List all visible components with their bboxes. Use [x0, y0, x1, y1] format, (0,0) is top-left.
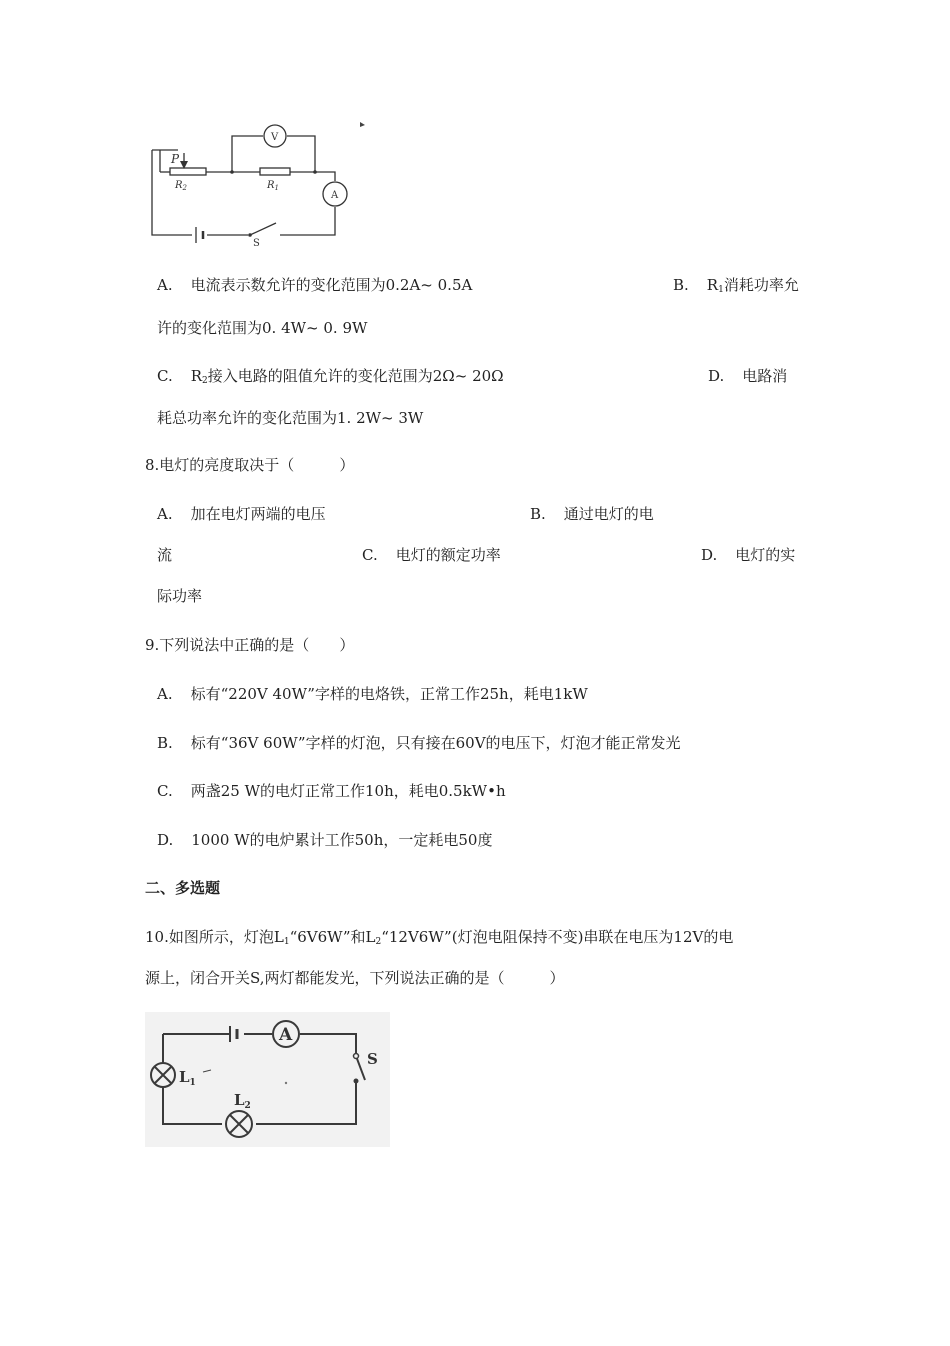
q7-option-d-continued: 耗总功率允许的变化范围为1. 2W~ 3W — [157, 409, 424, 427]
q9-option-b: B. 标有“36V 60W”字样的灯泡，只有接在60V的电压下，灯泡才能正常发光 — [157, 734, 681, 752]
switch-label: S — [367, 1050, 378, 1068]
q8-option-d: D. 电灯的实 — [701, 546, 796, 564]
option-text: 消耗功率允 — [723, 276, 799, 294]
q7-option-c: C. $R_2$接入电路的阻值允许的变化范围为2Ω~ 20Ω — [157, 367, 504, 386]
q8-option-b-continued: 流 — [157, 546, 173, 564]
q10-stem: 10.如图所示，灯泡$L_1“6V6W$”和$L_2“12V6W$”(灯泡电阻保持不变)串联在电压为12V的电 — [145, 928, 734, 947]
q8-stem: 8.电灯的亮度取决于（ ） — [145, 456, 355, 474]
q10-stem-line2: 源上，闭合开关S,两灯都能发光，下列说法正确的是（ ） — [145, 969, 565, 987]
section-title: 二、多选题 — [145, 879, 221, 897]
circuit-diagram-1 — [140, 115, 380, 255]
ammeter-label: A — [279, 1025, 293, 1045]
q9-option-a: A. 标有“220V 40W”字样的电烙铁，正常工作25h，耗电1kW — [157, 685, 588, 703]
stray-mark-icon — [359, 121, 367, 129]
option-text: 电流表示数允许的变化范围为0.2A~ 0.5A — [190, 276, 473, 294]
q7-option-b: B. $R_1$消耗功率允 — [673, 276, 799, 295]
q9-stem: 9.下列说法中正确的是（ ） — [145, 636, 355, 654]
q9-option-c: C. 两盏25 W的电灯正常工作10h，耗电0.5kW•h — [157, 782, 506, 800]
option-text: 电路消 — [742, 367, 788, 385]
q8-option-b: B. 通过电灯的电 — [530, 505, 654, 523]
circuit-diagram-2 — [145, 1012, 390, 1147]
switch-label: S — [253, 238, 260, 249]
label-r2: $R_2$ — [175, 180, 187, 192]
option-letter: B. — [673, 276, 689, 294]
label-p: P — [171, 152, 180, 166]
option-text: 接入电路的阻值允许的变化范围为2Ω~ 20Ω — [207, 367, 504, 385]
q8-option-a: A. 加在电灯两端的电压 — [157, 505, 326, 523]
q7-option-a — [157, 274, 472, 295]
option-letter: A. — [157, 276, 173, 294]
lamp-l1-label: $L_1$ — [179, 1068, 196, 1088]
ammeter-label: A — [331, 190, 339, 201]
q9-option-d: D. 1000 W的电炉累计工作50h，一定耗电50度 — [157, 831, 493, 849]
q7-option-b-continued: 许的变化范围为0. 4W~ 0. 9W — [157, 319, 368, 337]
q7-option-d — [708, 365, 787, 386]
lamp-l2-label: $L_2$ — [234, 1091, 251, 1111]
label-r1: $R_1$ — [267, 180, 279, 192]
q8-option-d-continued: 际功率 — [157, 587, 203, 605]
voltmeter-label: V — [271, 132, 279, 143]
option-letter: C. — [157, 367, 173, 385]
option-letter: D. — [708, 367, 725, 385]
q8-option-c: C. 电灯的额定功率 — [362, 546, 501, 564]
